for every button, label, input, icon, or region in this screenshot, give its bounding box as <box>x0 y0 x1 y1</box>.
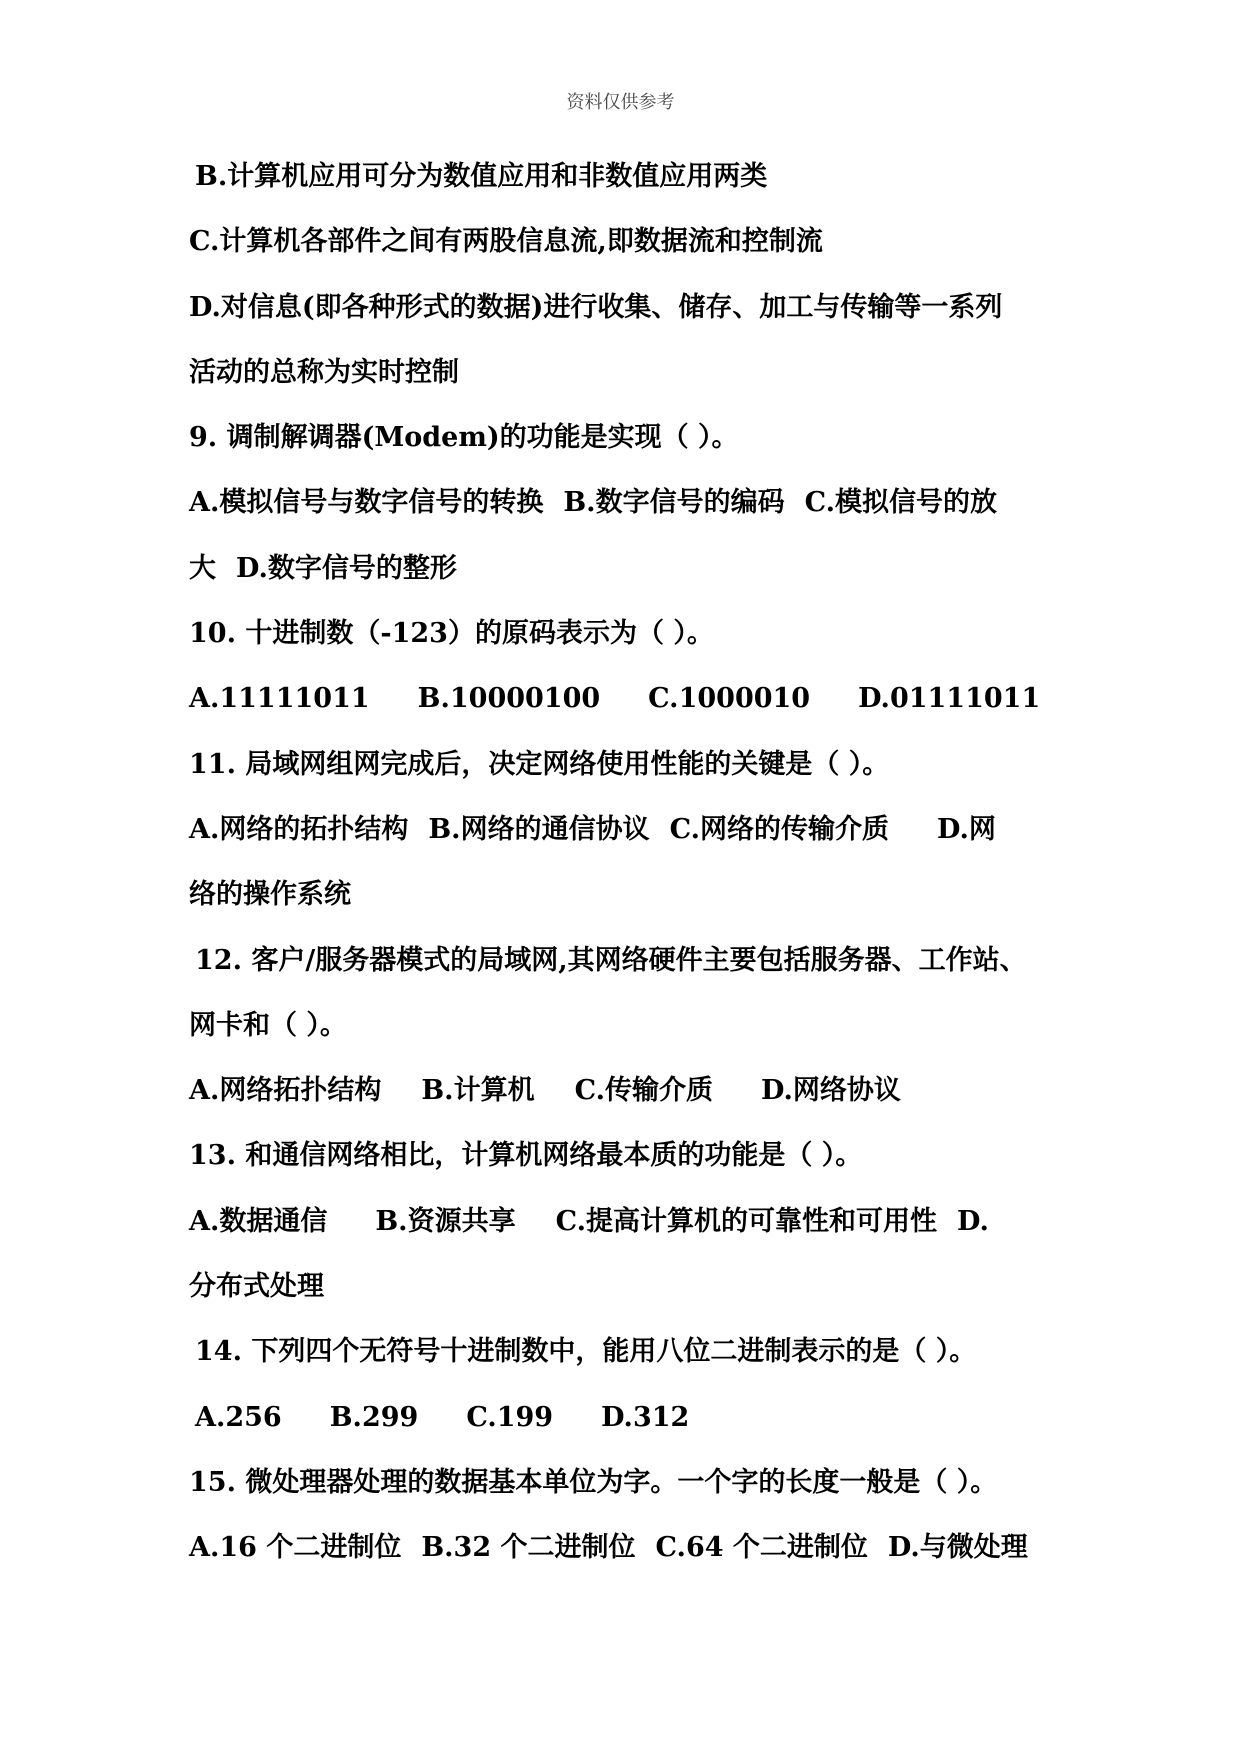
q15-option-c: C.64 个二进制位 <box>655 1532 868 1564</box>
question-9: 9. 调制解调器(Modem)的功能是实现（ ）。 <box>189 422 739 454</box>
option-d-continuation: 活动的总称为实时控制 <box>189 356 459 388</box>
q14-option-b: B.299 <box>329 1401 419 1433</box>
q10-option-d: D.01111011 <box>858 683 1041 715</box>
q15-option-b: B.32 个二进制位 <box>421 1532 636 1564</box>
q11-option-b: B.网络的通信协议 <box>428 813 650 845</box>
question-12: 12. 客户/服务器模式的局域网,其网络硬件主要包括服务器、工作站、 <box>195 944 1027 976</box>
question-11-options-cont: 络的操作系统 <box>189 879 351 911</box>
question-14: 14. 下列四个无符号十进制数中，能用八位二进制表示的是（ ）。 <box>195 1336 977 1368</box>
q9-option-c: C.模拟信号的放 <box>804 487 998 519</box>
question-11-options <box>189 810 1089 875</box>
question-13: 13. 和通信网络相比，计算机网络最本质的功能是（ ）。 <box>189 1140 863 1172</box>
question-15-options <box>189 1528 1089 1593</box>
q9-option-b: B.数字信号的编码 <box>563 487 785 519</box>
page-header: 资料仅供参考 <box>566 92 675 113</box>
q10-option-b: B.10000100 <box>417 683 601 715</box>
q11-option-c: C.网络的传输介质 <box>669 813 890 845</box>
q10-option-a: A.11111011 <box>189 683 370 715</box>
q13-option-d: D. <box>957 1205 989 1237</box>
q9-option-c-cont: 大 <box>189 552 216 584</box>
q11-option-a: A.网络的拓扑结构 <box>189 813 409 845</box>
q13-option-b: B.资源共享 <box>375 1205 516 1237</box>
q15-option-d: D.与微处理 <box>887 1532 1028 1564</box>
document-body <box>189 157 1089 1594</box>
q13-option-c: C.提高计算机的可靠性和可用性 <box>555 1205 938 1237</box>
question-12-cont: 网卡和（ ）。 <box>189 1009 347 1041</box>
question-13-options-cont: 分布式处理 <box>189 1271 324 1303</box>
q14-option-a: A.256 <box>195 1401 282 1433</box>
question-9-options <box>189 483 1089 548</box>
q13-option-a: A.数据通信 <box>189 1205 328 1237</box>
q12-option-c: C.传输介质 <box>574 1075 714 1107</box>
question-12-options <box>189 1071 1089 1136</box>
q10-option-c: C.1000010 <box>648 683 811 715</box>
q12-option-d: D.网络协议 <box>761 1075 901 1107</box>
option-c-line: C.计算机各部件之间有两股信息流,即数据流和控制流 <box>189 226 823 258</box>
q9-option-d: D.数字信号的整形 <box>236 552 457 584</box>
question-13-options <box>189 1202 1089 1267</box>
question-10: 10. 十进制数（-123）的原码表示为（ ）。 <box>189 618 714 650</box>
option-d-line: D.对信息(即各种形式的数据)进行收集、储存、加工与传输等一系列 <box>189 291 1003 323</box>
q9-option-a: A.模拟信号与数字信号的转换 <box>189 487 544 519</box>
option-b-line: B.计算机应用可分为数值应用和非数值应用两类 <box>195 161 768 192</box>
q12-option-b: B.计算机 <box>421 1075 535 1107</box>
q11-option-d: D.网 <box>937 813 996 845</box>
question-14-options <box>189 1398 1089 1463</box>
question-15: 15. 微处理器处理的数据基本单位为字。一个字的长度一般是（ ）。 <box>189 1466 998 1498</box>
q15-option-a: A.16 个二进制位 <box>189 1532 402 1564</box>
question-11: 11. 局域网组网完成后，决定网络使用性能的关键是（ ）。 <box>189 748 890 780</box>
q12-option-a: A.网络拓扑结构 <box>189 1075 382 1107</box>
q14-option-c: C.199 <box>466 1401 554 1433</box>
question-9-options-cont <box>189 549 1089 614</box>
q14-option-d: D.312 <box>601 1401 690 1433</box>
question-10-options <box>189 679 1089 744</box>
